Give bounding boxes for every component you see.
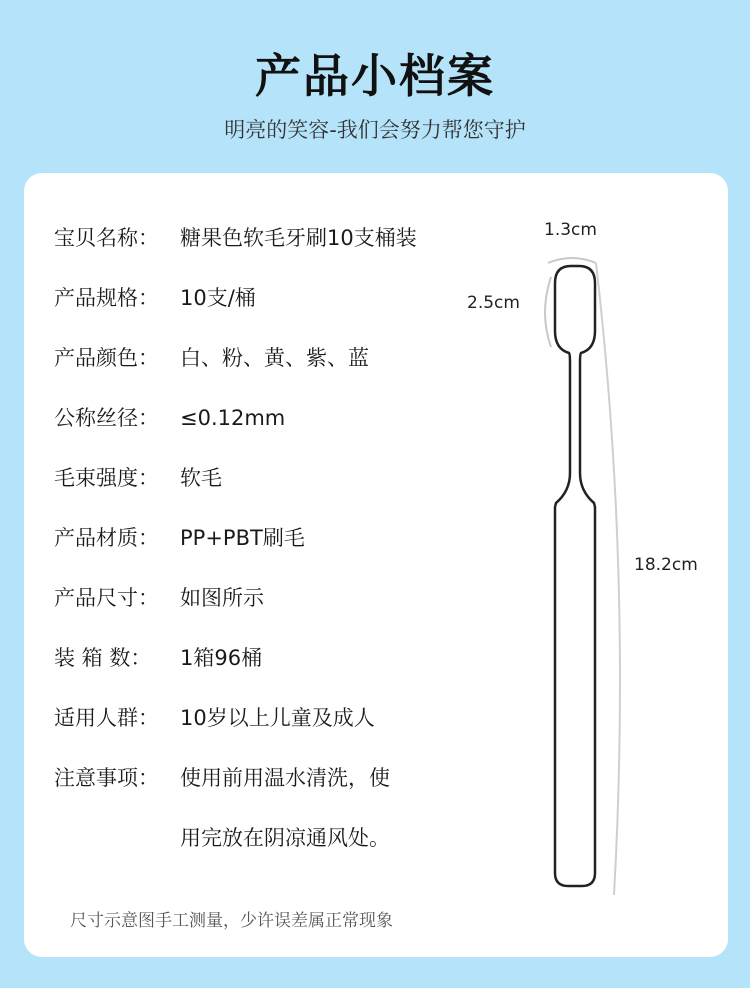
spec-value: 软毛 xyxy=(180,466,222,490)
spec-label: 产品规格： xyxy=(54,286,159,310)
width-dimension-label: 1.3cm xyxy=(544,220,597,240)
spec-value: 如图所示 xyxy=(180,586,264,610)
spec-label: 产品颜色： xyxy=(54,346,159,370)
spec-value: 10岁以上儿童及成人 xyxy=(180,706,375,730)
spec-label: 产品材质： xyxy=(54,526,159,550)
length-dimension-arc xyxy=(596,263,620,895)
spec-label: 适用人群： xyxy=(54,706,159,730)
spec-notes-continuation: 用完放在阴凉通风处。 xyxy=(180,826,390,850)
spec-label: 注意事项： xyxy=(54,766,159,790)
spec-value: 糖果色软毛牙刷10支桶装 xyxy=(180,226,417,250)
spec-label: 产品尺寸： xyxy=(54,586,159,610)
toothbrush-diagram xyxy=(24,173,728,957)
page-subtitle: 明亮的笑容-我们会努力帮您守护 xyxy=(224,118,526,142)
spec-label: 宝贝名称： xyxy=(54,226,159,250)
spec-value: PP+PBT刷毛 xyxy=(180,526,305,550)
measurement-footnote: 尺寸示意图手工测量，少许误差属正常现象 xyxy=(70,911,393,931)
spec-label: 公称丝径： xyxy=(54,406,159,430)
spec-card xyxy=(24,173,728,957)
spec-value: ≤0.12mm xyxy=(180,406,286,430)
spec-label: 装 箱 数： xyxy=(54,646,152,670)
spec-value: 使用前用温水清洗，使 xyxy=(180,766,390,790)
head-dimension-arc xyxy=(545,277,551,347)
width-dimension-arc xyxy=(548,258,596,263)
head-length-dimension-label: 2.5cm xyxy=(467,293,520,313)
spec-value: 10支/桶 xyxy=(180,286,256,310)
spec-label: 毛束强度： xyxy=(54,466,159,490)
spec-value: 1箱96桶 xyxy=(180,646,263,670)
spec-value: 白、粉、黄、紫、蓝 xyxy=(180,346,369,370)
page-title: 产品小档案 xyxy=(255,49,495,103)
toothbrush-outline xyxy=(555,266,595,886)
total-length-dimension-label: 18.2cm xyxy=(634,555,698,575)
